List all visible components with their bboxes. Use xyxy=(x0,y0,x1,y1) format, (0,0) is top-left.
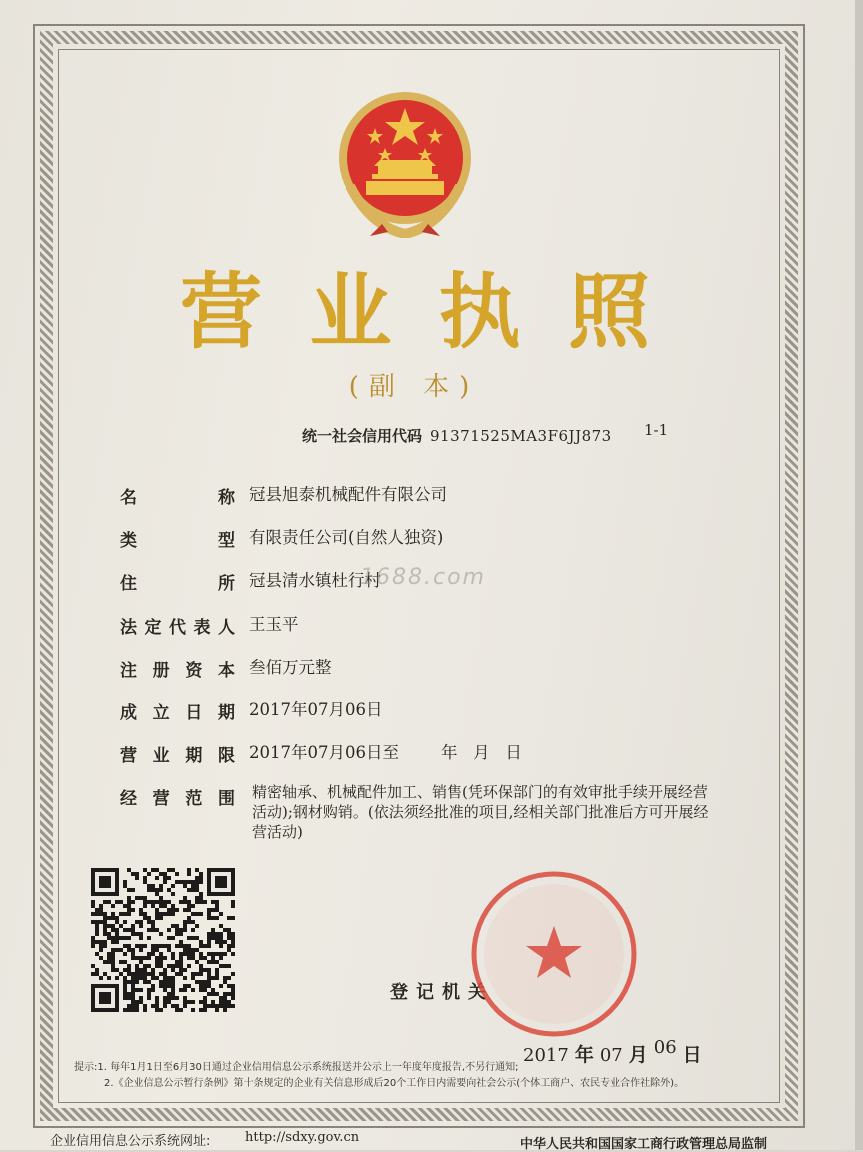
field-label: 法 定 代 表 人 xyxy=(120,617,235,638)
qr-code-icon[interactable] xyxy=(91,868,235,1012)
title-char-4: 照 xyxy=(567,264,650,360)
issue-date: 2017 年 07 月 06 日 xyxy=(523,1037,702,1066)
tips-notice xyxy=(74,1060,784,1092)
title-char-3: 执 xyxy=(438,264,521,360)
title-char-2: 业 xyxy=(309,264,392,360)
edge-strip xyxy=(855,0,863,1150)
field-value: 王玉平 xyxy=(249,615,299,634)
business-scope-text: 精密轴承、机械配件加工、销售(凭环保部门的有效审批手续开展经营活动);钢材购销。(依法须经批准的项目,经相关部门批准后方可开展经营活动) xyxy=(252,783,709,841)
field-label: 类 型 xyxy=(120,530,235,551)
field-label: 名 称 xyxy=(120,487,235,508)
field-value: 冠县清水镇杜行村 xyxy=(249,571,381,590)
field-value: 冠县旭泰机械配件有限公司 xyxy=(249,485,447,504)
field-value: 2017年07月06日至 年 月 日 xyxy=(249,743,522,762)
field-capital xyxy=(110,655,710,681)
copy-number: 1-1 xyxy=(644,421,669,439)
field-term xyxy=(110,740,710,766)
field-label: 营 业 期 限 xyxy=(120,745,235,766)
field-value: 有限责任公司(自然人独资) xyxy=(249,528,444,547)
footer-url-link[interactable]: http://sdxy.gov.cn xyxy=(245,1130,360,1145)
official-seal-icon xyxy=(468,868,640,1040)
field-legal-rep xyxy=(110,612,710,638)
watermark: 1688.com xyxy=(360,565,486,590)
registration-authority: 登记机关 xyxy=(390,982,494,1003)
footer-system-label: 企业信用信息公示系统网址: xyxy=(50,1134,211,1149)
field-established xyxy=(110,697,710,723)
credit-code-label: 统一社会信用代码 xyxy=(302,427,423,445)
tip-line: 提示:1. 每年1月1日至6月30日通过企业信用信息公示系统报送并公示上一年度年度报告,不另行通知; xyxy=(74,1062,519,1073)
footer-authority: 中华人民共和国国家工商行政管理总局监制 xyxy=(520,1137,768,1152)
credit-code-line xyxy=(302,421,669,446)
field-label: 经 营 范 围 xyxy=(120,788,235,809)
document-subtitle: (副 本) xyxy=(348,372,480,402)
field-label: 注 册 资 本 xyxy=(120,660,235,681)
credit-code-value: 91371525MA3F6JJ873 xyxy=(430,427,612,445)
field-type xyxy=(110,525,710,551)
tip-line: 2.《企业信息公示暂行条例》第十条规定的企业有关信息形成后20个工作日内需要向社会公示(个体工商户、农民专业合作社除外)。 xyxy=(104,1078,685,1089)
field-label: 住 所 xyxy=(120,573,235,594)
national-emblem-icon xyxy=(330,86,480,238)
field-value: 叁佰万元整 xyxy=(249,658,332,677)
document-title xyxy=(180,255,650,360)
field-value: 2017年07月06日 xyxy=(249,700,383,719)
field-name xyxy=(110,482,710,508)
field-label: 成 立 日 期 xyxy=(120,702,235,723)
title-char-1: 营 xyxy=(180,264,263,360)
